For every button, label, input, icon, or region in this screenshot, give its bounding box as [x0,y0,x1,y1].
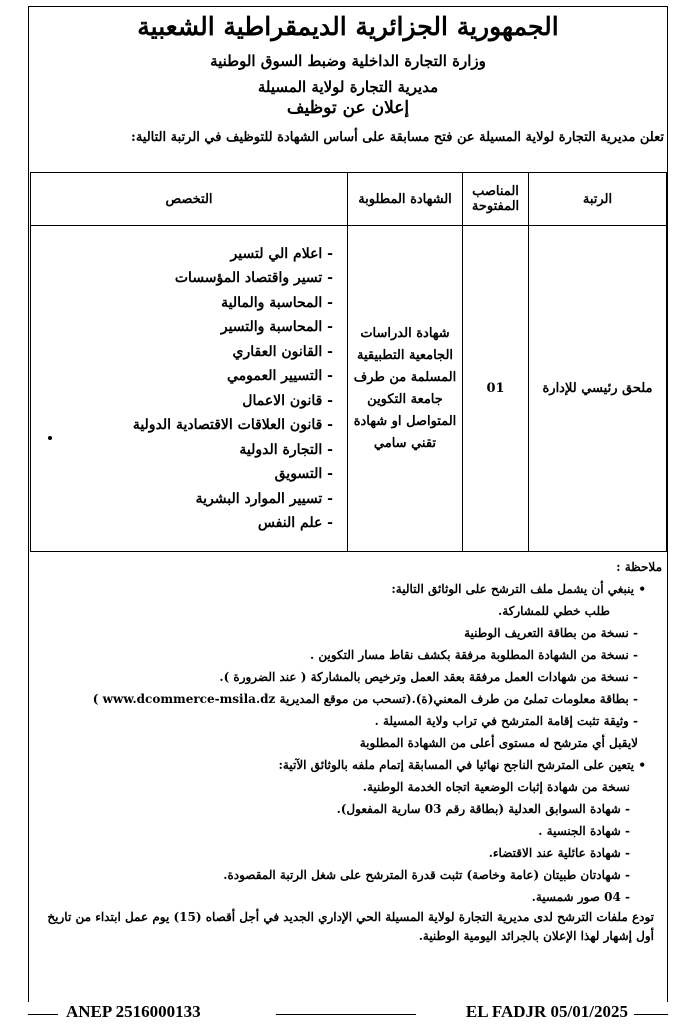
table-header-row [31,173,667,226]
success-doc: - شهادتان طبيتان (عامة وخاصة) تثبت قدرة المترشح على شغل الرتبة المقصودة. [42,864,662,886]
list-item: - التسيير العمومي [31,364,333,389]
cell-rank: ملحق رئيسي للإدارة [529,226,667,552]
header-degree: الشهادة المطلوبة [348,173,463,226]
footer [28,1002,668,1024]
list-item: - تسيير الموارد البشرية [31,487,333,512]
header-specialty: التخصص [31,173,348,226]
header-rank: الرتبة [529,173,667,226]
footer-rule [634,1014,668,1015]
specialty-list [31,242,347,536]
deposit-note: تودع ملفات الترشح لدى مديرية التجارة لولاية المسيلة الحي الإداري الجديد في أجل أقصاه (15) يوم عمل ابتداء من تاريخ أول إشهار لهذا الإعلان بالجرائد اليومية الوطنية. [47,910,654,943]
list-item: - المحاسبة والمالية [31,291,333,316]
republic-title: الجمهورية الجزائرية الديمقراطية الشعبية [137,12,559,41]
footer-rule [28,1014,58,1015]
cell-posts: 01 [463,226,529,552]
newspaper-date: EL FADJR 05/01/2025 [465,1002,628,1021]
list-item: - قانون الاعمال [31,389,333,414]
list-item: - التجارة الدولية [31,438,333,463]
list-item: - علم النفس [31,511,333,536]
list-item: - المحاسبة والتسير [31,315,333,340]
footer-rule [276,1014,416,1015]
stray-dot [48,436,52,440]
list-item: - تسير واقتصاد المؤسسات [31,266,333,291]
file-doc: - نسخة من شهادات العمل مرفقة بعقد العمل وترخيص بالمشاركة ( عند الضرورة ). [42,666,662,688]
notes-section [42,556,662,946]
list-item: - قانون العلاقات الاقتصادية الدولية [31,413,333,438]
list-item: - التسويق [31,462,333,487]
anep-code: ANEP 2516000133 [66,1002,201,1021]
directorate-title: مديرية التجارة لولاية المسيلة [257,78,439,96]
cell-specialties [31,226,348,552]
file-intro: • ينبغي أن يشمل ملف الترشح على الوثائق التالية: [42,578,662,600]
intro-text: تعلن مديرية التجارة لولاية المسيلة عن فتح مسابقة على أساس الشهادة للتوظيف في الرتبة التالية: [131,130,664,145]
file-doc: - نسخة من الشهادة المطلوبة مرفقة بكشف نقاط مسار التكوين . [42,644,662,666]
success-doc: نسخة من شهادة إثبات الوضعية اتجاه الخدمة الوطنية. [362,780,630,794]
jobs-table [30,172,667,552]
file-doc: - بطاقة معلومات تملئ من طرف المعني(ة).(تسحب من موقع المديرية www.dcommerce-msila.dz ) [42,688,662,710]
success-doc: - شهادة الجنسية . [42,820,662,842]
higher-level-note: لايقبل أي مترشح له مستوى أعلى من الشهادة المطلوبة [359,736,638,750]
file-doc: - وثيقة تثبت إقامة المترشح في تراب ولاية المسيلة . [42,710,662,732]
table-row [31,226,667,552]
cell-degree: شهادة الدراسات الجامعية التطبيقية المسلمة من طرف جامعة التكوين المتواصل او شهادة تقني سامي [348,226,463,552]
announcement-title: إعلان عن توظيف [286,98,410,118]
list-item: - القانون العقاري [31,340,333,365]
ministry-title: وزارة التجارة الداخلية وضبط السوق الوطنية [210,52,486,70]
file-doc: - نسخة من بطاقة التعريف الوطنية [42,622,662,644]
success-doc: - شهادة السوابق العدلية (بطاقة رقم 03 سارية المفعول). [42,798,662,820]
success-intro: • يتعين على المترشح الناجح نهائيا في المسابقة إتمام ملفه بالوثائق الآتية: [42,754,662,776]
list-item: - اعلام الي لتسير [31,242,333,267]
file-doc: طلب خطي للمشاركة. [498,604,610,618]
success-doc: - شهادة عائلية عند الاقتضاء. [42,842,662,864]
notes-title: ملاحظة : [616,560,662,574]
header-posts: المناصب المفتوحة [463,173,529,226]
success-doc: - 04 صور شمسية. [42,886,662,908]
